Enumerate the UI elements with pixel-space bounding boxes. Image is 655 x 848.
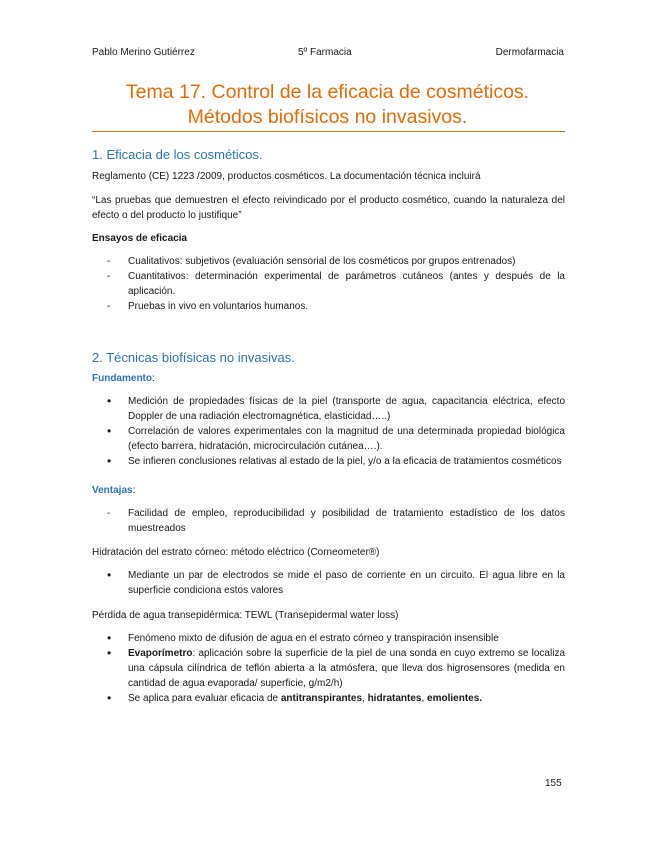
list-item: - Pruebas in vivo en voluntarios humanos. [107, 301, 309, 312]
list-item: - Cuantitativos: determinación experimental de parámetros cutáneos (antes y después de la aplicación. [107, 271, 565, 297]
page-number: 155 [545, 778, 562, 789]
ensayos-list [92, 254, 565, 314]
list-item: • Fenómeno mixto de difusión de agua en el estrato córneo y transpiración insensible [107, 631, 499, 645]
header-course: 5º Farmacia [298, 47, 352, 58]
list-item: • Se aplica para evaluar eficacia de antitranspirantes, hidratantes, emolientes. [107, 691, 483, 705]
list-item: • Mediante un par de electrodos se mide el paso de corriente en un circuito. El agua libre en la superficie condiciona estos valores [107, 568, 565, 596]
list-item: • Se infieren conclusiones relativas al estado de la piel, y/o a la eficacia de tratamientos cosméticos [107, 454, 562, 468]
header-author: Pablo Merino Gutiérrez [92, 47, 195, 58]
tewl-list [92, 631, 565, 706]
title-divider [92, 131, 565, 132]
list-item: • Evaporímetro: aplicación sobre la superficie de la piel de una sonda en cuyo extremo se localiza una cápsula cilíndrica de teflón abierta a la atmósfera, que lleva dos higrosensores (medida en cantidad de agua evaporada/ superficie, g/m2/h) [107, 646, 565, 689]
title-line-1: Tema 17. Control de la eficacia de cosméticos. [125, 81, 530, 103]
ventajas-list [92, 506, 565, 536]
list-item: - Facilidad de empleo, reproducibilidad y posibilidad de tratamiento estadístico de los datos muestreados [107, 508, 565, 534]
page-header [92, 47, 564, 61]
list-item: • Correlación de valores experimentales con la magnitud de una determinada propiedad biológica (efecto barrera, hidratación, microcirculación cutánea….). [107, 424, 565, 452]
hidratacion-list [92, 568, 565, 598]
fundamento-list [92, 394, 565, 469]
section1-quote: “Las pruebas que demuestren el efecto reivindicado por el producto cosmético, cuando la naturaleza del efecto o del producto lo justifique” [92, 195, 565, 221]
ensayos-label: Ensayos de eficacia [92, 233, 188, 244]
page-title [60, 80, 595, 130]
header-subject: Dermofarmacia [495, 47, 564, 58]
section1-intro: Reglamento (CE) 1223 /2009, productos cosméticos. La documentación técnica incluirá [92, 171, 481, 182]
section2-heading: 2. Técnicas biofísicas no invasivas. [92, 350, 295, 365]
fundamento-label: Fundamento: [92, 373, 155, 384]
hidratacion-title: Hidratación del estrato córneo: método eléctrico (Corneometer®) [92, 547, 380, 558]
ventajas-label: Ventajas: [92, 485, 136, 496]
title-line-2: Métodos biofísicos no invasivos. [187, 106, 468, 128]
list-item: - Cualitativos: subjetivos (evaluación sensorial de los cosméticos por grupos entrenados) [107, 256, 516, 267]
page-body [92, 147, 565, 706]
list-item: • Medición de propiedades físicas de la piel (transporte de agua, capacitancia eléctrica, efecto Doppler de una radiación electromagnética, elasticidad…..) [107, 394, 565, 422]
tewl-title: Pérdida de agua transepidérmica: TEWL (Transepidermal water loss) [92, 610, 399, 621]
section1-heading: 1. Eficacia de los cosméticos. [92, 147, 263, 162]
